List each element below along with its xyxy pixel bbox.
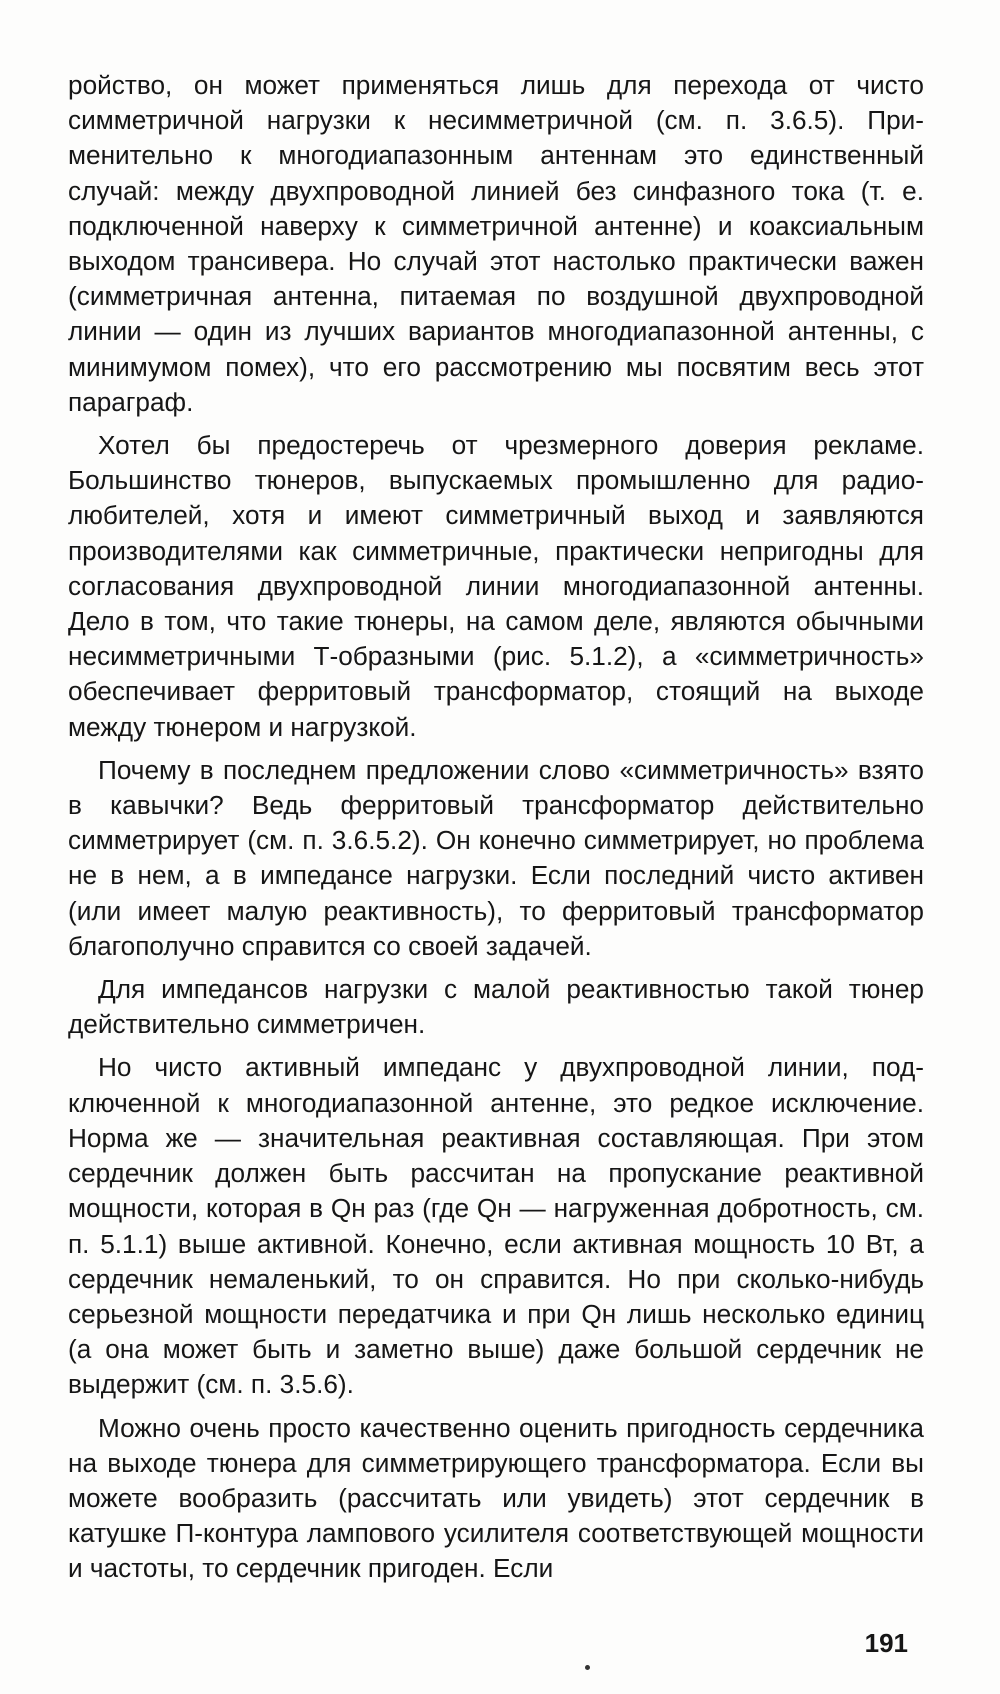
paragraph-5: Но чисто активный импеданс у двухпроводной линии, подключенной к многодиапазонной антенне, это редкое исключение. Норма же — значительная реактивная составляющая. При этом сердечник должен быть рассчитан на пропускание реактивной мощности, которая в Qн раз (где Qн — нагруженная добротность, см. п. 5.1.1) выше активной. Конечно, если активная мощность 10 Вт, а сердечник немаленький, то он справится. Но при сколько-нибудь серьезной мощности передатчика и при Qн лишь несколько единиц (а она может быть и заметно выше) даже большой сердечник не выдержит (см. п. 3.5.6). — [68, 1052, 924, 1400]
scan-speck — [585, 1665, 590, 1670]
paragraph-1: ройство, он может применяться лишь для перехода от чисто симметричной нагрузки к несимметричной (см. п. 3.6.5). Применительно к многодиапазонным антеннам это единственный случай: между двухпроводной линией без синфазного тока (т. е. подключенной наверху к симметричной антенне) и коаксиальным выходом трансивера. Но случай этот настолько практически важен (симметричная антенна, питаемая по воздушной двухпроводной линии — один из лучших вариантов многодиапазонной антенны, с минимумом помех), что его рассмотрению мы посвятим весь этот параграф. — [68, 70, 924, 417]
paragraph-3: Почему в последнем предложении слово «симметричность» взято в кавычки? Ведь ферритовый трансформатор действительно симметрирует (см. п. 3.6.5.2). Он конечно симметрирует, но проблема не в нем, а в импедансе нагрузки. Если последний чисто активен (или имеет малую реактивность), то ферритовый трансформатор благополучно справится со своей задачей. — [68, 754, 924, 961]
page-number: 191 — [864, 1628, 908, 1658]
paragraph-2: Хотел бы предостеречь от чрезмерного доверия рекламе. Большинство тюнеров, выпускаемых промышленно для радиолюбителей, хотя и имеют симметричный выход и заявляются производителями как симметричные, практически непригодны для согласования двухпроводной линии многодиапазонной антенны. Дело в том, что такие тюнеры, на самом деле, являются обычными несимметричными Т-образными (рис. 5.1.2), а «симметричность» обеспечивает ферритовый трансформатор, стоящий на выходе между тюнером и нагрузкой. — [68, 430, 924, 742]
body-text — [68, 68, 924, 1587]
paragraph-4: Для импедансов нагрузки с малой реактивностью такой тюнер действительно симметричен. — [68, 974, 924, 1040]
paragraph-6: Можно очень просто качественно оценить пригодность сердечника на выходе тюнера для симметрирующего трансформатора. Если вы можете вообразить (рассчитать или увидеть) этот сердечник в катушке П-контура лампового усилителя соответствующей мощности и частоты, то сердечник пригоден. Если — [68, 1412, 924, 1584]
